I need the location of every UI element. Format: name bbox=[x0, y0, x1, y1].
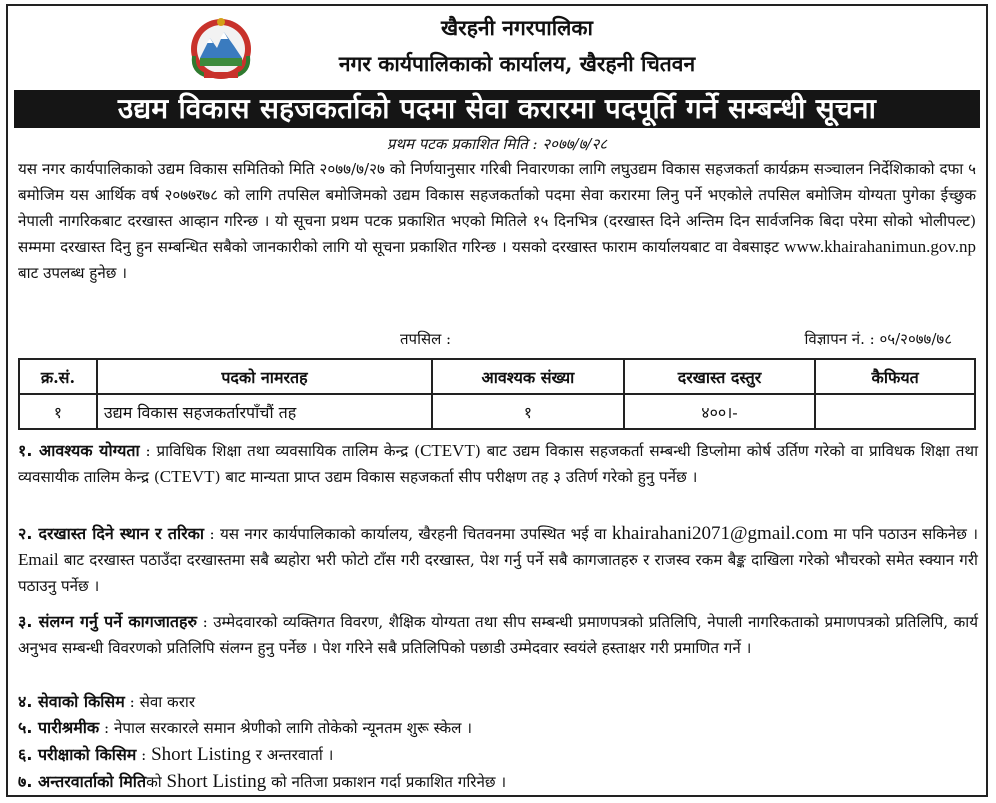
publish-date: प्रथम पटक प्रकाशित मिति : २०७७/७/२८ bbox=[386, 135, 608, 153]
section-label: २. दरखास्त दिने स्थान र तरिका bbox=[18, 524, 205, 543]
col-header-remarks: कैफियत bbox=[815, 359, 975, 394]
ad-number: विज्ञापन नं. : ०५/२०७७/७८ bbox=[804, 330, 952, 348]
email-word: Email bbox=[18, 550, 59, 569]
intro-text-end: बाट उपलब्ध हुनेछ । bbox=[18, 264, 127, 282]
col-header-count: आवश्यक संख्या bbox=[432, 359, 624, 394]
section-service-type bbox=[18, 689, 978, 715]
section-text: : bbox=[141, 746, 147, 764]
section-application bbox=[18, 521, 978, 599]
ctevt-abbrev: CTEVT bbox=[420, 441, 475, 460]
section-label: ५. पारीश्रमीक bbox=[18, 718, 100, 737]
cell-sn: १ bbox=[19, 394, 97, 429]
section-text: र अन्तरवार्ता । bbox=[255, 746, 334, 764]
shortlisting-term: Short Listing bbox=[151, 744, 251, 765]
section-text: को bbox=[146, 773, 162, 791]
section-salary bbox=[18, 715, 978, 741]
section-text: बाट दरखास्त पठाउँदा दरखास्तमा सबै ब्यहोरा भरी फोटो टाँस गरी दरखास्त, पेश गर्नु पर्ने सबै कागजातहरु र राजस्व रकम बैङ्क दाखिला गरेको भौचरको समेत स्क्यान गरी पठाउनु पर्नेछ । bbox=[18, 551, 978, 595]
col-header-post: पदको नामरतह bbox=[97, 359, 432, 394]
details-label: तपसिल : bbox=[400, 330, 452, 348]
email-link[interactable]: khairahani2071@gmail.com bbox=[611, 523, 829, 544]
municipality-name: खैरहनी नगरपालिका bbox=[440, 15, 593, 40]
section-label: १. आवश्यक योग्यता bbox=[18, 441, 140, 460]
section-text: मा पनि पठाउन सकिनेछ । bbox=[833, 525, 979, 543]
cell-remarks bbox=[815, 394, 975, 429]
section-text: : प्राविधिक शिक्षा तथा व्यवसायिक तालिम केन्द्र ( bbox=[145, 442, 421, 460]
section-text: : यस नगर कार्यपालिकाको कार्यालय, खैरहनी चितवनमा उपस्थित भई वा bbox=[209, 525, 607, 543]
vacancy-table bbox=[18, 358, 976, 430]
section-text: : सेवा करार bbox=[129, 693, 196, 711]
ctevt-abbrev: CTEVT bbox=[159, 467, 215, 486]
office-name: नगर कार्यपालिकाको कार्यालय, खैरहनी चितवन bbox=[338, 51, 696, 76]
table-header-row bbox=[19, 359, 975, 394]
section-text: : नेपाल सरकारले समान श्रेणीको लागि तोकेको न्यूनतम शुरू स्केल । bbox=[104, 719, 473, 737]
table-row bbox=[19, 394, 975, 429]
section-text: : उम्मेदवारको व्यक्तिगत विवरण, शैक्षिक योग्यता तथा सीप सम्बन्धी प्रमाणपत्रको प्रतिलिपि, नेपाली नागरिकताको प्रमाणपत्रको प्रतिलिपि, कार्य अनुभव सम्बन्धी विवरणको प्रतिलिपि संलग्न हुनु पर्नेछ । पेश गरिने सबै प्रतिलिपिको पछाडी उम्मेदवार स्वयंले हस्ताक्षर गरी प्रमाणित गर्ने । bbox=[18, 613, 979, 657]
intro-text: यस नगर कार्यपालिकाको उद्यम विकास समितिको मिति २०७७/७/२७ को निर्णयानुसार गरिबी निवारणका लागि लघुउद्यम विकास सहजकर्ता कार्यक्रम सञ्चालन निर्देशिकाको दफा ५ बमोजिम यस आर्थिक वर्ष २०७७र७८ को लागि तपसिल बमोजिमको उद्यम विकास सहजकर्ताको पदमा सेवा करारमा लिनु पर्ने भएकोले तपसिल बमोजिम योग्यता पुगेका ईच्छुक नेपाली नागरिकबाट दरखास्त आव्हान गरिन्छ । यो सूचना प्रथम पटक प्रकाशित भएको मितिले १५ दिनभित्र (दरखास्त दिने अन्तिम दिन सार्वजनिक बिदा परेमा सोको भोलीपल्ट) सम्ममा दरखास्त दिनु हुन सम्बन्धित सबैको जानकारीको लागि यो सूचना प्रकाशित गरिन्छ । यसको दरखास्त फाराम कार्यालयबाट वा वेबसाइट bbox=[18, 160, 976, 256]
col-header-sn: क्र.सं. bbox=[19, 359, 97, 394]
section-interview-date bbox=[18, 769, 978, 795]
section-documents bbox=[18, 609, 978, 661]
notice-page bbox=[6, 4, 988, 797]
section-label: ३. संलग्न गर्नु पर्ने कागजातहरु bbox=[18, 612, 198, 631]
section-label: ६. परीक्षाको किसिम bbox=[18, 745, 137, 764]
section-text: को नतिजा प्रकाशन गर्दा प्रकाशित गरिनेछ । bbox=[271, 773, 507, 791]
section-text: ) बाट मान्यता प्राप्त उद्यम विकास सहजकर्ता सीप परीक्षण तह ३ उतिर्ण गरेको हुनु पर्नेछ । bbox=[214, 468, 698, 486]
cell-fee: ४००।- bbox=[624, 394, 816, 429]
notice-title: उद्यम विकास सहजकर्ताको पदमा सेवा करारमा पदपूर्ति गर्ने सम्बन्धी सूचना bbox=[14, 90, 980, 128]
section-exam-type bbox=[18, 742, 978, 768]
website-link[interactable]: www.khairahanimun.gov.np bbox=[784, 237, 977, 256]
cell-post: उद्यम विकास सहजकर्तारपाँचौं तह bbox=[97, 394, 432, 429]
intro-paragraph bbox=[18, 156, 976, 286]
section-label: ७. अन्तरवार्ताको मिति bbox=[18, 772, 147, 791]
cell-count: १ bbox=[432, 394, 624, 429]
shortlisting-term: Short Listing bbox=[166, 771, 267, 792]
section-label: ४. सेवाको किसिम bbox=[18, 692, 125, 711]
section-text: ) बाट उद्यम विकास सहजकर्ता सम्बन्धी डिप्लोमा कोर्ष उर्तिण गरेको वा प्राविधक शिक्षा तथा व्यवसायीक तालिम केन्द्र ( bbox=[18, 442, 978, 486]
col-header-fee: दरखास्त दस्तुर bbox=[624, 359, 816, 394]
section-qualification bbox=[18, 438, 978, 490]
